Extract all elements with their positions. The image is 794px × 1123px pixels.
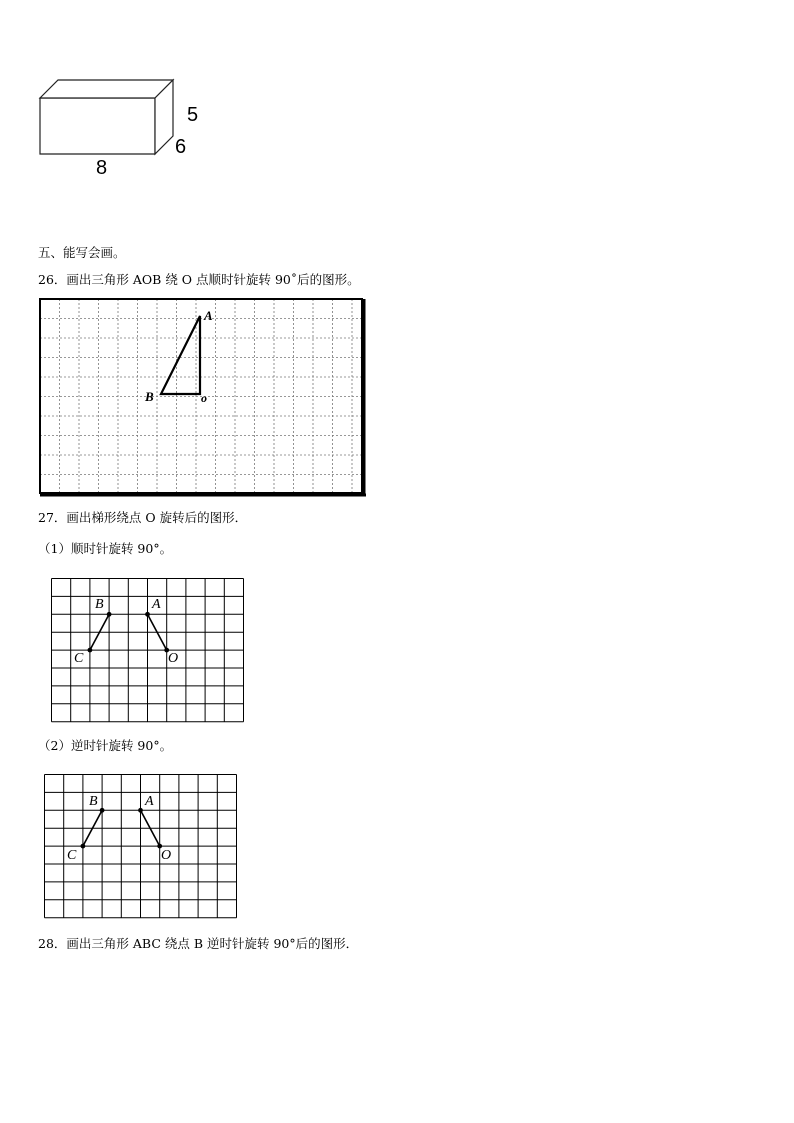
- q27-part2-label-o: O: [161, 848, 172, 863]
- q27-text: 27．画出梯形绕点 O 旋转后的图形．: [38, 510, 248, 525]
- q26-triangle-aob: [161, 316, 200, 394]
- q27-part2-label-a: A: [145, 794, 154, 809]
- q27-part2-label-b: B: [89, 794, 98, 809]
- q27-part2-text: （2）逆时针旋转 90°。: [38, 738, 173, 753]
- q27-part2-point-c: [81, 844, 86, 849]
- q28-text: 28．画出三角形 ABC 绕点 B 逆时针旋转 90°后的图形．: [38, 936, 359, 951]
- q27-part2-point-b: [100, 808, 105, 813]
- q26-text: 26．画出三角形 AOB 绕 O 点顺时针旋转 90˚后的图形。: [38, 272, 360, 287]
- q27-part1-point-b: [107, 612, 112, 617]
- q27-part2-point-a: [138, 808, 143, 813]
- section-title: 五、能写会画。: [38, 245, 126, 260]
- rectangular-prism-figure: [30, 70, 220, 185]
- q26-label-b: B: [145, 389, 154, 404]
- q27-part1-label-b: B: [95, 597, 104, 612]
- q26-label-a: A: [204, 308, 213, 323]
- q27-part1-label-o: O: [168, 651, 179, 666]
- prism-length-label: 8: [96, 157, 108, 179]
- prism-depth-label: 6: [175, 136, 187, 158]
- q27-part1-grid-figure: [50, 577, 245, 722]
- prism-height-label: 5: [187, 104, 199, 126]
- q27-part2-label-c: C: [67, 848, 77, 863]
- q27-part2-grid-figure: [43, 773, 238, 918]
- q27-part1-label-a: A: [152, 597, 161, 612]
- q27-part1-point-a: [145, 612, 150, 617]
- q27-part1-text: （1）顺时针旋转 90°。: [38, 541, 173, 556]
- q27-part1-point-c: [88, 648, 93, 653]
- q27-part1-label-c: C: [74, 651, 84, 666]
- q26-label-o: o: [201, 391, 207, 405]
